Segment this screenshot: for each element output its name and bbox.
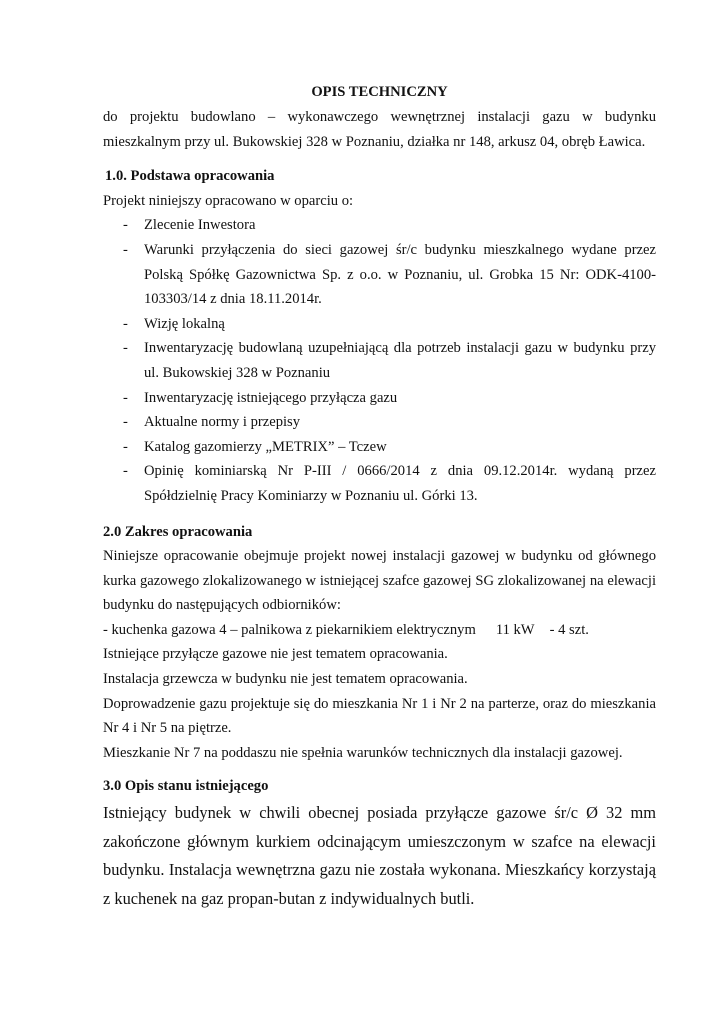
list-dash: - bbox=[123, 241, 128, 258]
list-item bbox=[103, 410, 656, 435]
section-2-line-attic: Mieszkanie Nr 7 na poddaszu nie spełnia warunków technicznych dla instalacji gazowej. bbox=[103, 744, 623, 761]
section-2-line-heating: Instalacja grzewcza w budynku nie jest tematem opracowania. bbox=[103, 671, 468, 688]
section-2-heading: 2.0 Zakres opracowania bbox=[103, 523, 253, 540]
list-item bbox=[103, 459, 656, 508]
list-item-text: Zlecenie Inwestora bbox=[144, 217, 256, 234]
list-item-text: Inwentaryzację budowlaną uzupełniającą dla potrzeb instalacji gazu w budynku przy ul. Bukowskiej 328 w Poznaniu bbox=[144, 340, 656, 381]
section-3-paragraph: Istniejący budynek w chwili obecnej posiada przyłącze gazowe śr/c Ø 32 mm zakończone głównym kurkiem odcinającym umieszczonym w szafce na elewacji budynku. Instalacja wewnętrzna gazu nie została wykonana. Mieszkańcy korzystają z kuchenek na gaz propan-butan z indywidualnych butli. bbox=[103, 803, 656, 908]
section-3-heading: 3.0 Opis stanu istniejącego bbox=[103, 778, 269, 795]
section-2-paragraph-supply: Doprowadzenie gazu projektuje się do mieszkania Nr 1 i Nr 2 na parterze, oraz do mieszkania Nr 4 i Nr 5 na piętrze. bbox=[103, 695, 656, 737]
list-dash: - bbox=[123, 389, 128, 406]
section-1-lead: Projekt niniejszy opracowano w oparciu o: bbox=[103, 192, 354, 209]
list-dash: - bbox=[123, 463, 128, 480]
receiver-quantity: - 4 szt. bbox=[549, 621, 589, 638]
section-1-heading: 1.0. Podstawa opracowania bbox=[105, 168, 275, 185]
list-item bbox=[103, 213, 656, 238]
section-2-paragraph: Niniejsze opracowanie obejmuje projekt nowej instalacji gazowej w budynku od głównego kurka gazowego zlokalizowanego w istniejącej szafce gazowej SG zlokalizowanej na elewacji budynku do następujących odbiorników: bbox=[103, 548, 656, 614]
list-item bbox=[103, 435, 656, 460]
list-dash: - bbox=[123, 315, 128, 332]
receiver-power: 11 kW bbox=[495, 621, 535, 638]
list-dash: - bbox=[123, 340, 128, 357]
list-dash: - bbox=[123, 217, 128, 234]
list-item-text: Warunki przyłączenia do sieci gazowej śr/c budynku mieszkalnego wydane przez Polską Spółkę Gazownictwa Sp. z o.o. w Poznaniu, ul. Grobka 15 Nr: ODK-4100-103303/14 z dnia 18.11.2014r. bbox=[144, 241, 656, 308]
list-item-text: Inwentaryzację istniejącego przyłącza gazu bbox=[144, 389, 398, 406]
list-item bbox=[103, 312, 656, 337]
list-dash: - bbox=[123, 438, 128, 455]
list-item-text: Opinię kominiarską Nr P-III / 0666/2014 z dnia 09.12.2014r. wydaną przez Spółdzielnię Pracy Kominiarzy w Poznaniu ul. Górki 13. bbox=[144, 463, 656, 504]
receiver-line bbox=[103, 618, 656, 643]
intro-paragraph: do projektu budowlano – wykonawczego wewnętrznej instalacji gazu w budynku mieszkalnym przy ul. Bukowskiej 328 w Poznaniu, działka nr 148, arkusz 04, obręb Ławica. bbox=[103, 109, 656, 150]
list-item-text: Aktualne normy i przepisy bbox=[144, 414, 301, 431]
basis-list bbox=[103, 213, 656, 508]
list-item-text: Wizję lokalną bbox=[144, 315, 225, 332]
list-item-text: Katalog gazomierzy „METRIX” – Tczew bbox=[144, 438, 387, 455]
list-dash: - bbox=[123, 414, 128, 431]
document-page bbox=[103, 80, 656, 913]
document-title: OPIS TECHNICZNY bbox=[311, 84, 448, 100]
list-item bbox=[103, 336, 656, 385]
list-item bbox=[103, 386, 656, 411]
section-2-line-connection: Istniejące przyłącze gazowe nie jest tematem opracowania. bbox=[103, 646, 448, 663]
receiver-name: - kuchenka gazowa 4 – palnikowa z piekarnikiem elektrycznym bbox=[103, 621, 476, 638]
list-item bbox=[103, 238, 656, 312]
